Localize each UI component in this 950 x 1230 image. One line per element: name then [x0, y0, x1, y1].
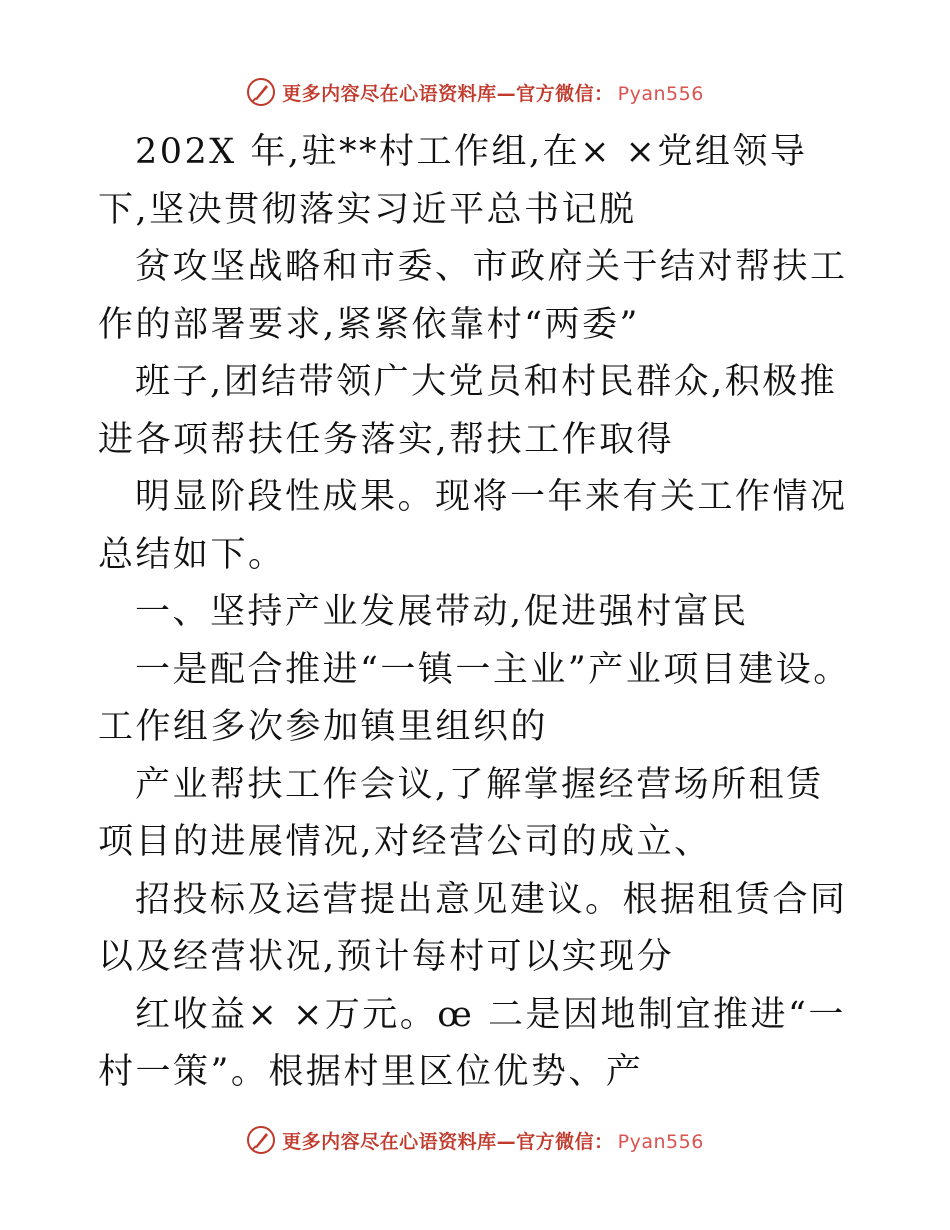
paragraph: 明显阶段性成果。现将一年来有关工作情况总结如下。	[98, 477, 848, 575]
footer-watermark-text	[282, 1127, 704, 1154]
quill-pen-icon	[246, 1125, 276, 1155]
section-heading: 一、坚持产业发展带动,促进强村富民	[135, 592, 749, 632]
header-watermark-text	[282, 79, 704, 106]
paragraph: 产业帮扶工作会议,了解掌握经营场所租赁项目的进展情况,对经营公司的成立、	[98, 764, 824, 862]
header-watermark-label: 更多内容尽在心语资料库—官方微信：	[282, 82, 614, 105]
paragraph: 贫攻坚战略和市委、市政府关于结对帮扶工作的部署要求,紧紧依靠村“两委”	[98, 247, 848, 345]
paragraph: 招投标及运营提出意见建议。根据租赁合同以及经营状况,预计每村可以实现分	[98, 879, 848, 977]
header-wechat-id: Pyan556	[617, 82, 704, 105]
paragraph: 一是配合推进“一镇一主业”产业项目建设。工作组多次参加镇里组织的	[98, 649, 851, 747]
footer-watermark-label: 更多内容尽在心语资料库—官方微信：	[282, 1130, 614, 1153]
quill-pen-icon	[246, 77, 276, 107]
paragraph: 202X 年,驻**村工作组,在× ×党组领导下,坚决贯彻落实习近平总书记脱	[98, 132, 808, 230]
document-body	[98, 124, 858, 1102]
header-watermark-banner	[0, 72, 950, 112]
paragraph: 班子,团结带领广大党员和村民群众,积极推进各项帮扶任务落实,帮扶工作取得	[98, 362, 838, 460]
footer-wechat-id: Pyan556	[617, 1130, 704, 1153]
footer-watermark-banner	[0, 1120, 950, 1160]
paragraph: 红收益× ×万元。œ 二是因地制宜推进“一村一策”。根据村里区位优势、产	[98, 994, 846, 1092]
